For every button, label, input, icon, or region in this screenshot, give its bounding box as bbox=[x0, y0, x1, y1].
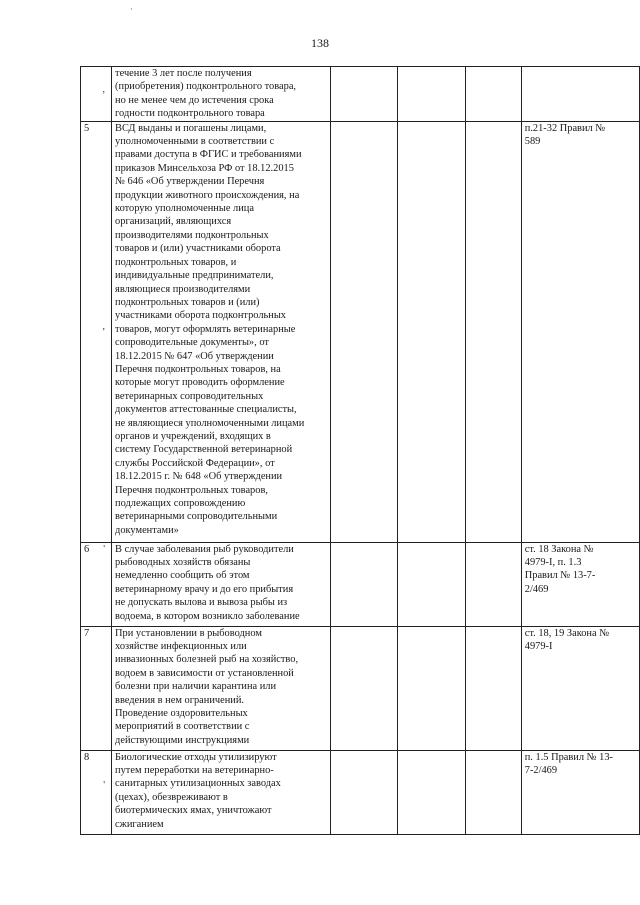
row-number: 5 bbox=[84, 122, 90, 134]
empty-cell bbox=[465, 542, 521, 626]
row-number: 8 bbox=[84, 751, 90, 763]
row-number-cell bbox=[81, 121, 112, 542]
empty-cell bbox=[331, 67, 397, 122]
margin-tick: ' bbox=[103, 779, 106, 791]
empty-cell bbox=[331, 626, 397, 750]
empty-cell bbox=[397, 121, 465, 542]
requirement-text: При установлении в рыбоводном хозяйстве инфекционных или инвазионных болезней рыб на хозяйство, водоем в зависимости от установленной болезни при наличии карантина или введения в нем ограничений. Проведение оздоровительных мероприятий в соответствии с действующими инструкциями bbox=[112, 626, 331, 750]
empty-cell bbox=[331, 121, 397, 542]
row-number-cell bbox=[81, 626, 112, 750]
empty-cell bbox=[397, 626, 465, 750]
empty-cell bbox=[465, 67, 521, 122]
row-number-cell bbox=[81, 750, 112, 834]
margin-mark: · bbox=[130, 4, 133, 14]
legal-reference: ст. 18 Закона № 4979-I, п. 1.3 Правил № 13-7- 2/469 bbox=[521, 542, 639, 626]
legal-reference: п. 1.5 Правил № 13- 7-2/469 bbox=[521, 750, 639, 834]
row-number: 6 bbox=[84, 543, 90, 555]
margin-tick: , bbox=[102, 320, 106, 332]
empty-cell bbox=[331, 542, 397, 626]
empty-cell bbox=[331, 750, 397, 834]
legal-reference: ст. 18, 19 Закона № 4979-I bbox=[521, 626, 639, 750]
requirements-table bbox=[80, 66, 640, 835]
requirement-text: Биологические отходы утилизируют путем переработки на ветеринарно- санитарных утилизационных заводах (цехах), обезвреживают в биотермических ямах, уничтожают сжиганием bbox=[112, 750, 331, 834]
margin-tick: ' bbox=[103, 543, 106, 555]
row-number-cell bbox=[81, 542, 112, 626]
legal-reference bbox=[521, 67, 639, 122]
legal-reference: п.21-32 Правил № 589 bbox=[521, 121, 639, 542]
row-number: 7 bbox=[84, 627, 90, 639]
empty-cell bbox=[397, 750, 465, 834]
empty-cell bbox=[465, 750, 521, 834]
table-row bbox=[81, 67, 640, 122]
requirement-text: течение 3 лет после получения (приобретения) подконтрольного товара, но не менее чем до истечения срока годности подконтрольного товара bbox=[112, 67, 331, 122]
margin-tick: , bbox=[102, 84, 106, 95]
empty-cell bbox=[465, 626, 521, 750]
table-row bbox=[81, 121, 640, 542]
table-row bbox=[81, 542, 640, 626]
table-row bbox=[81, 750, 640, 834]
requirement-text: В случае заболевания рыб руководители рыбоводных хозяйств обязаны немедленно сообщить об этом ветеринарному врачу и до его прибытия не допускать вылова и вывоза рыбы из водоема, в котором возникло заболевание bbox=[112, 542, 331, 626]
empty-cell bbox=[397, 542, 465, 626]
requirement-text: ВСД выданы и погашены лицами, уполномоченными в соответствии с правами доступа в ФГИС и требованиями приказов Минсельхоза РФ от 18.12.2015 № 646 «Об утверждении Перечня продукции животного происхождения, на которую уполномоченные лица организаций, являющихся производителями подконтрольных товаров и (или) участниками оборота подконтрольных товаров, и индивидуальные предприниматели, являющиеся производителями подконтрольных товаров и (или) участниками оборота подконтрольных товаров, могут оформлять ветеринарные сопроводительные документы», от 18.12.2015 № 647 «Об утверждении Перечня подконтрольных товаров, на которые могут проводить оформление ветеринарных сопроводительных документов аттестованные специалисты, не являющиеся уполномоченными лицами органов и учреждений, входящих в систему Государственной ветеринарной службы Российской Федерации», от 18.12.2015 г. № 648 «Об утверждении Перечня подконтрольных товаров, подлежащих сопровождению ветеринарными сопроводительными документами» bbox=[112, 121, 331, 542]
empty-cell bbox=[465, 121, 521, 542]
table-row bbox=[81, 626, 640, 750]
empty-cell bbox=[397, 67, 465, 122]
row-number-cell bbox=[81, 67, 112, 122]
page-number: 138 bbox=[311, 36, 329, 50]
